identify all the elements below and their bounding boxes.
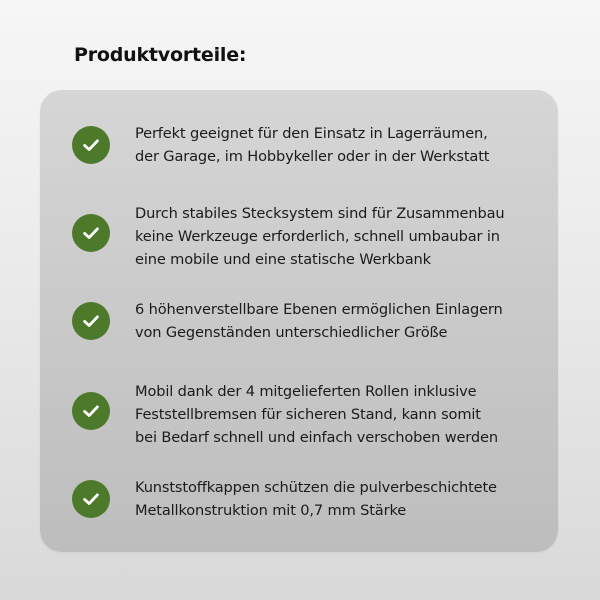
benefit-text-line: Kunststoffkappen schützen die pulverbeschichtete (135, 479, 497, 496)
benefit-text-line: Metallkonstruktion mit 0,7 mm Stärke (135, 502, 407, 519)
benefit-text (135, 380, 550, 449)
check-circle-icon (72, 214, 110, 252)
benefit-text-line: 6 höhenverstellbare Ebenen ermöglichen Einlagern (135, 301, 503, 318)
benefit-text-line: der Garage, im Hobbykeller oder in der Werkstatt (135, 148, 490, 165)
benefit-text-line: eine mobile und eine statische Werkbank (135, 251, 431, 268)
benefit-text (135, 122, 550, 168)
benefit-text-line: Feststellbremsen für sicheren Stand, kann somit (135, 406, 481, 423)
benefit-text-line: bei Bedarf schnell und einfach verschoben werden (135, 429, 498, 446)
benefit-text-line: von Gegenständen unterschiedlicher Größe (135, 324, 448, 341)
benefit-text (135, 202, 550, 271)
check-circle-icon (72, 480, 110, 518)
benefit-text-line: Perfekt geeignet für den Einsatz in Lagerräumen, (135, 125, 488, 142)
check-circle-icon (72, 126, 110, 164)
benefit-text (135, 476, 550, 522)
benefit-text-line: Mobil dank der 4 mitgelieferten Rollen inklusive (135, 383, 477, 400)
benefit-text-line: Durch stabiles Stecksystem sind für Zusammenbau (135, 205, 505, 222)
benefits-panel (40, 90, 558, 552)
benefit-text-line: keine Werkzeuge erforderlich, schnell umbaubar in (135, 228, 500, 245)
section-title: Produktvorteile: (74, 44, 247, 66)
check-circle-icon (72, 392, 110, 430)
check-circle-icon (72, 302, 110, 340)
benefit-text (135, 298, 550, 344)
